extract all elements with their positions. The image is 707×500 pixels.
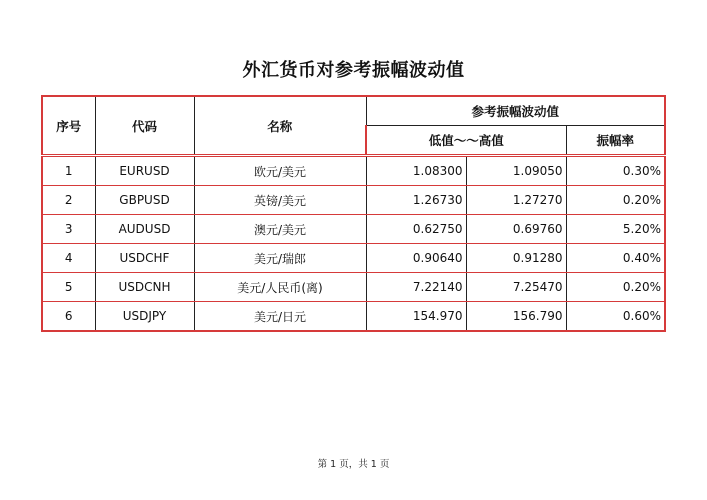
cell-code: USDCNH: [95, 273, 194, 302]
header-seq: 序号: [42, 96, 95, 156]
cell-code: AUDUSD: [95, 215, 194, 244]
page-footer: 第 1 页，共 1 页: [317, 459, 390, 470]
cell-low: 1.26730: [366, 186, 466, 215]
cell-low: 7.22140: [366, 273, 466, 302]
table-row: [42, 186, 665, 215]
cell-high: 0.91280: [466, 244, 566, 273]
cell-code: USDJPY: [95, 302, 194, 332]
table-row: [42, 302, 665, 332]
page-title: 外汇货币对参考振幅波动值: [242, 60, 465, 81]
cell-seq: 2: [42, 186, 95, 215]
cell-code: GBPUSD: [95, 186, 194, 215]
cell-seq: 1: [42, 156, 95, 186]
cell-high: 156.790: [466, 302, 566, 332]
cell-amplitude: 0.30%: [566, 156, 665, 186]
cell-high: 1.27270: [466, 186, 566, 215]
cell-name: 欧元/美元: [194, 156, 366, 186]
cell-amplitude: 0.60%: [566, 302, 665, 332]
cell-name: 美元/人民币(离): [194, 273, 366, 302]
cell-high: 7.25470: [466, 273, 566, 302]
cell-name: 澳元/美元: [194, 215, 366, 244]
cell-code: EURUSD: [95, 156, 194, 186]
cell-low: 1.08300: [366, 156, 466, 186]
cell-seq: 6: [42, 302, 95, 332]
table-row: [42, 273, 665, 302]
header-code: 代码: [95, 96, 194, 156]
cell-seq: 5: [42, 273, 95, 302]
cell-amplitude: 0.20%: [566, 186, 665, 215]
header-name: 名称: [194, 96, 366, 156]
cell-name: 美元/瑞郎: [194, 244, 366, 273]
table-row: [42, 215, 665, 244]
cell-low: 154.970: [366, 302, 466, 332]
cell-high: 1.09050: [466, 156, 566, 186]
table-row: [42, 156, 665, 186]
cell-low: 0.90640: [366, 244, 466, 273]
table-row: [42, 244, 665, 273]
cell-high: 0.69760: [466, 215, 566, 244]
cell-seq: 4: [42, 244, 95, 273]
header-group-amplitude: 参考振幅波动值: [366, 96, 665, 126]
cell-amplitude: 0.40%: [566, 244, 665, 273]
cell-seq: 3: [42, 215, 95, 244]
header-row-top: [42, 96, 665, 126]
cell-code: USDCHF: [95, 244, 194, 273]
cell-amplitude: 5.20%: [566, 215, 665, 244]
cell-low: 0.62750: [366, 215, 466, 244]
cell-amplitude: 0.20%: [566, 273, 665, 302]
fx-amplitude-table: [41, 95, 666, 332]
fx-table-container: [41, 95, 664, 332]
header-range: 低值～～高值: [366, 126, 566, 156]
cell-name: 美元/日元: [194, 302, 366, 332]
header-amplitude-rate: 振幅率: [566, 126, 665, 156]
cell-name: 英镑/美元: [194, 186, 366, 215]
